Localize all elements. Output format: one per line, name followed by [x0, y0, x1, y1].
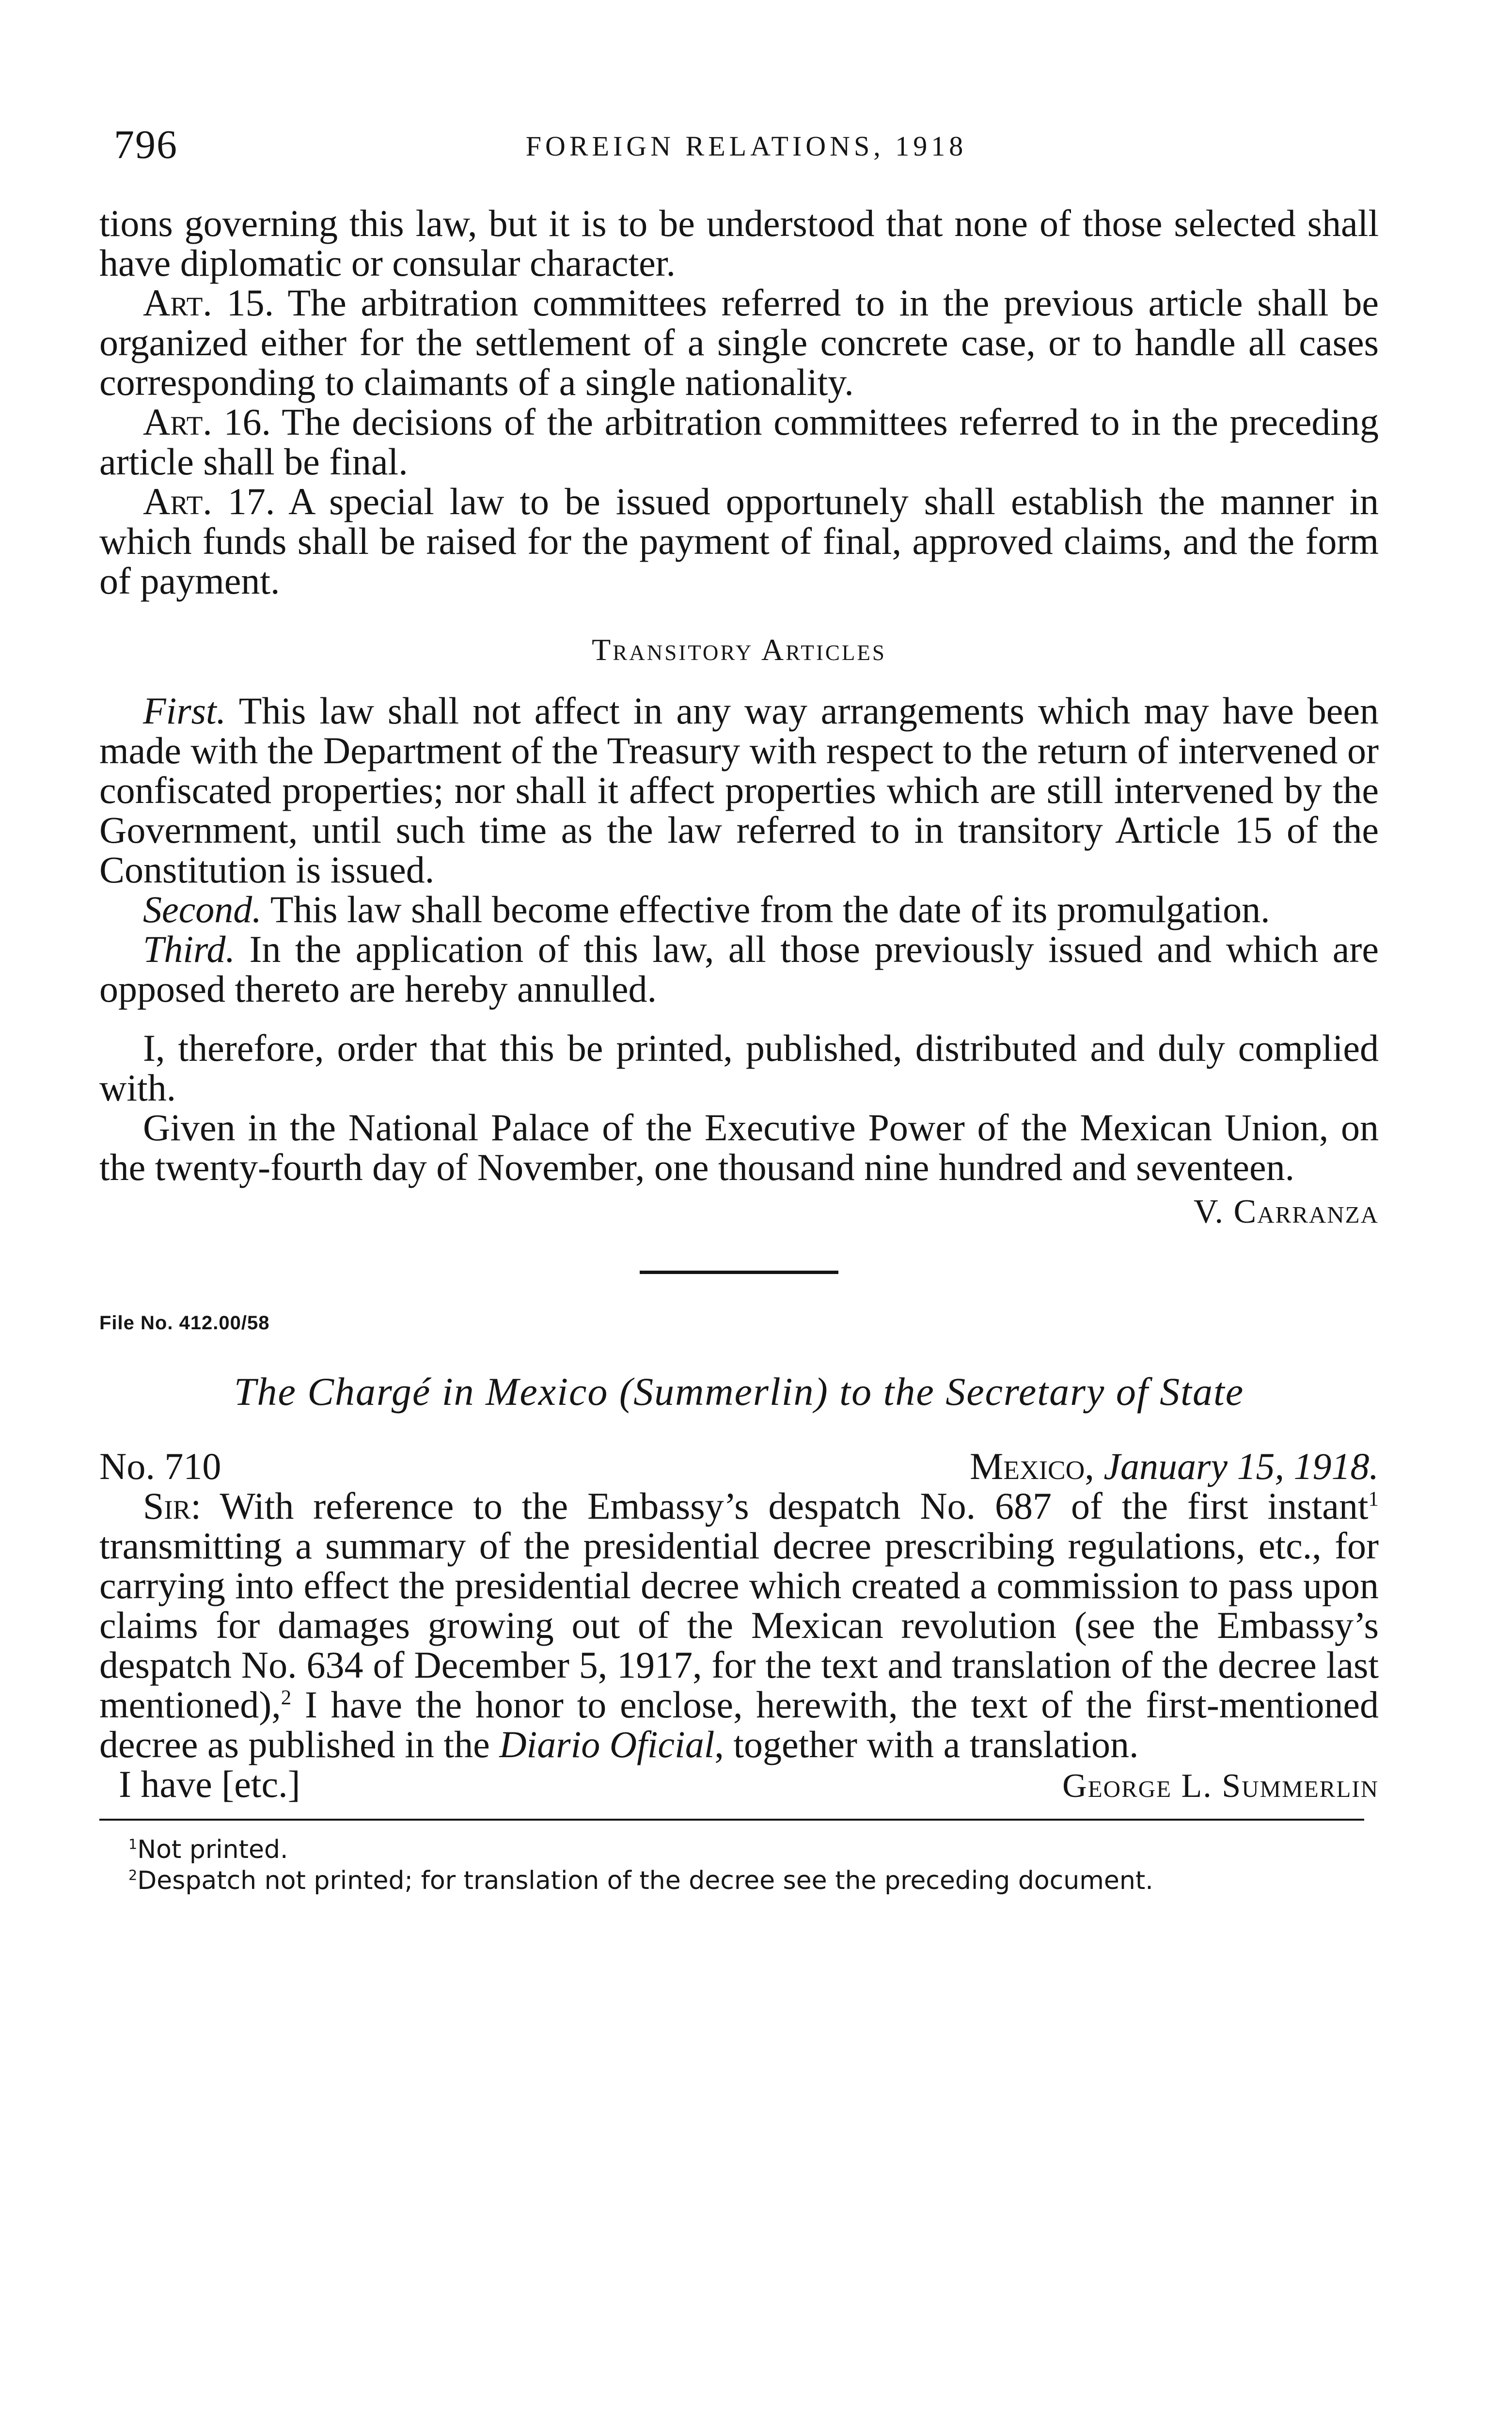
page-body [99, 204, 1379, 1896]
article-17-label: Art. 17. [143, 480, 275, 522]
transitory-first-label: First. [143, 690, 226, 732]
despatch-body-part-3: I have the honor to enclose, herewith, the text of the first-mentioned decree as published in the [99, 1684, 1379, 1765]
closing-row [99, 1764, 1379, 1806]
despatch-body [99, 1486, 1379, 1764]
given-paragraph: Given in the National Palace of the Executive Power of the Mexican Union, on the twenty-fourth day of November, one thousand nine hundred and seventeen. [99, 1106, 1379, 1188]
footnote-1-text: Not printed. [137, 1835, 288, 1864]
section-divider [640, 1271, 838, 1274]
article-15 [99, 283, 1379, 402]
running-title: FOREIGN RELATIONS, 1918 [525, 130, 967, 162]
footnote-1-mark: 1 [128, 1836, 138, 1853]
article-16 [99, 402, 1379, 482]
summerlin-signature: George L. Summerlin [1062, 1767, 1379, 1805]
article-16-text: The decisions of the arbitration committees referred to in the preceding article shall be final. [99, 401, 1379, 483]
transitory-first [99, 691, 1379, 890]
despatch-body-part-4: , together with a translation. [714, 1723, 1139, 1765]
dateline [970, 1447, 1379, 1486]
dateline-place: Mexico, [970, 1445, 1094, 1487]
footnotes [99, 1834, 1379, 1896]
file-number: File No. 412.00/58 [99, 1312, 270, 1334]
footnote-2 [99, 1865, 1379, 1896]
article-16-label: Art. 16. [143, 401, 271, 443]
dateline-row [99, 1447, 1379, 1486]
law-continuation-paragraph: tions governing this law, but it is to be understood that none of those selected shall have diplomatic or consular character. [99, 202, 1379, 284]
page-number: 796 [114, 122, 178, 167]
dateline-date: January 15, 1918. [1103, 1445, 1379, 1487]
article-15-text: The arbitration committees referred to in the previous article shall be organized either for the settlement of a single concrete case, or to handle all cases corresponding to claimants of a single nationality. [99, 282, 1379, 403]
footnote-2-text: Despatch not printed; for translation of the decree see the preceding document. [137, 1866, 1153, 1895]
transitory-third-text: In the application of this law, all those previously issued and which are opposed thereto are hereby annulled. [99, 928, 1379, 1010]
order-paragraph: I, therefore, order that this be printed, published, distributed and duly complied with. [99, 1027, 1379, 1109]
article-17 [99, 482, 1379, 601]
footnote-ref-1[interactable]: 1 [1368, 1488, 1379, 1510]
article-17-text: A special law to be issued opportunely shall establish the manner in which funds shall be raised for the payment of final, approved claims, and the form of payment. [99, 480, 1379, 602]
despatch-number: No. 710 [99, 1445, 221, 1487]
footnote-1 [99, 1834, 1379, 1865]
transitory-second-text: This law shall become effective from the date of its promulgation. [261, 888, 1270, 930]
transitory-articles-heading: Transitory Articles [592, 632, 886, 667]
transitory-third [99, 929, 1379, 1009]
carranza-signature: V. Carranza [1193, 1193, 1379, 1230]
salutation: Sir: [143, 1485, 202, 1527]
despatch-body-part-1: With reference to the Embassy’s despatch No. 687 of the first instant [201, 1485, 1369, 1527]
transitory-second-label: Second. [143, 888, 262, 930]
article-15-label: Art. 15. [143, 282, 274, 324]
transitory-third-label: Third. [143, 928, 236, 970]
despatch-body-part-2: transmitting a summary of the presidential decree prescribing regulations, etc., for carrying into effect the presidential decree which created a commission to pass upon claims for damages growing out of the Mexican revolution (see the Embassy’s despatch No. 634 of December 5, 1917, for the text and translation of the decree last mentioned), [99, 1525, 1379, 1726]
publication-name: Diario Oficial [499, 1723, 715, 1765]
transitory-first-text: This law shall not affect in any way arrangements which may have been made with the Department of the Treasury with respect to the return of intervened or confiscated properties; nor shall it affect properties which are still intervened by the Government, until such time as the law referred to in transitory Article 15 of the Constitution is issued. [99, 690, 1379, 891]
footnote-ref-2[interactable]: 2 [281, 1686, 292, 1709]
document-title: The Chargé in Mexico (Summerlin) to the Secretary of State [234, 1369, 1244, 1414]
footnote-divider [99, 1819, 1364, 1821]
transitory-second [99, 890, 1379, 929]
closing-phrase: I have [etc.] [119, 1763, 300, 1805]
page-header [114, 121, 1379, 174]
footnote-2-mark: 2 [128, 1867, 138, 1884]
